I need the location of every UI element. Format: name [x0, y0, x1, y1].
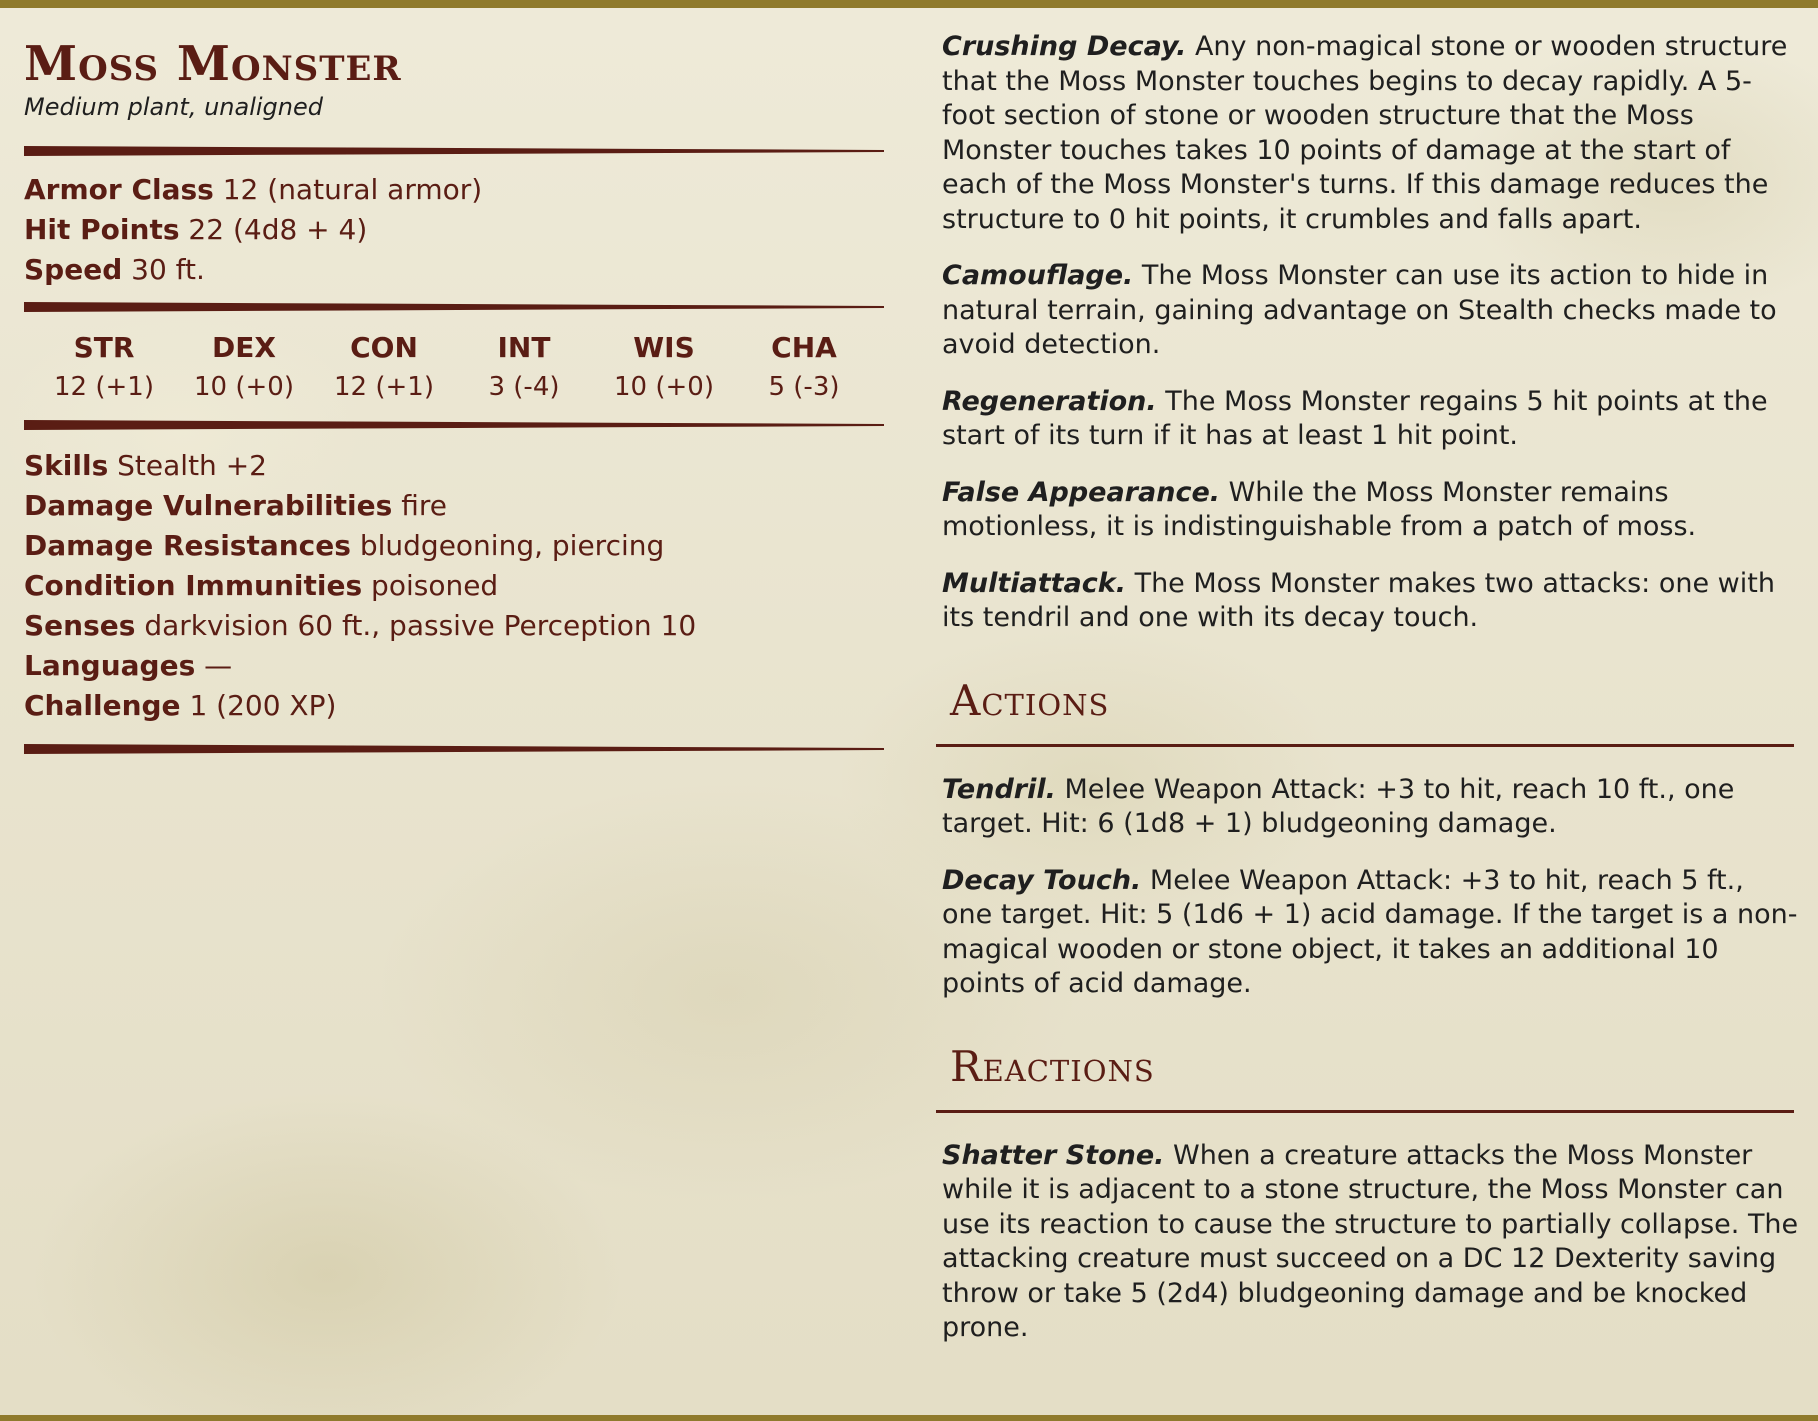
challenge-label: Challenge — [24, 689, 181, 722]
senses-value: darkvision 60 ft., passive Perception 10 — [144, 609, 697, 642]
trait-crushing-decay — [942, 30, 1802, 237]
action-text: Melee Weapon Attack: +3 to hit, reach 5 ft., one target. Hit: 5 (1d6 + 1) acid damage. If the target is a non-magical wooden or stone object, it takes an additional 10 points of acid damage. — [942, 864, 1798, 999]
armor-class-value: 12 (natural armor) — [222, 173, 483, 206]
ability-key: WIS — [633, 331, 695, 364]
monster-type: Medium plant, unaligned — [24, 93, 323, 121]
stat-block-left-column — [24, 30, 884, 754]
ability-scores — [24, 328, 874, 406]
senses-line — [24, 606, 884, 646]
reactions-heading: Reactions — [950, 1041, 1155, 1091]
trait-multiattack — [942, 567, 1802, 636]
resistances-line — [24, 526, 884, 566]
trait-text: While the Moss Monster remains motionless, it is indistinguishable from a patch of moss. — [942, 476, 1697, 542]
stat-block-right-column — [942, 30, 1802, 1368]
challenge-line — [24, 686, 884, 726]
reaction-text: When a creature attacks the Moss Monster while it is adjacent to a stone structure, the Moss Monster can use its reaction to cause the structure to partially collapse. The attacking creature must succeed on a DC 12 Dexterity saving throw or take 5 (2d4) bludgeoning damage and be knocked prone. — [942, 1139, 1799, 1343]
monster-name: Moss Monster — [24, 36, 402, 92]
action-name: Decay Touch. — [942, 864, 1142, 896]
ability-value: 3 (-4) — [488, 372, 560, 402]
vulnerabilities-value: fire — [401, 489, 447, 522]
ability-str — [34, 328, 174, 406]
reactions-section — [942, 1042, 1802, 1346]
details-block — [24, 446, 884, 726]
actions-section — [942, 676, 1802, 1002]
ability-dex — [174, 328, 314, 406]
challenge-value: 1 (200 XP) — [189, 689, 337, 722]
trait-false-appearance — [942, 476, 1802, 545]
ability-value: 12 (+1) — [54, 372, 154, 402]
speed-line — [24, 250, 884, 290]
action-tendril — [942, 773, 1802, 842]
languages-value: — — [204, 649, 233, 682]
divider — [24, 302, 884, 312]
trait-text: Any non-magical stone or wooden structure that the Moss Monster touches begins to decay rapidly. A 5-foot section of stone or wooden structure that the Moss Monster touches takes 10 points of damage at the start of each of the Moss Monster's turns. If this damage reduces the structure to 0 hit points, it crumbles and falls apart. — [942, 31, 1788, 235]
ability-value: 10 (+0) — [194, 372, 294, 402]
trait-name: False Appearance. — [942, 476, 1221, 508]
action-name: Tendril. — [942, 773, 1056, 805]
armor-class-line — [24, 170, 884, 210]
languages-line — [24, 646, 884, 686]
ability-key: DEX — [212, 331, 276, 364]
ability-key: CHA — [771, 331, 837, 364]
ability-con — [314, 328, 454, 406]
skills-line — [24, 446, 884, 486]
divider — [24, 420, 884, 430]
ability-int — [454, 328, 594, 406]
trait-name: Regeneration. — [942, 385, 1157, 417]
condition-immunities-label: Condition Immunities — [24, 569, 363, 602]
reaction-name: Shatter Stone. — [942, 1139, 1165, 1171]
ability-key: CON — [350, 331, 418, 364]
ability-cha — [734, 328, 874, 406]
languages-label: Languages — [24, 649, 196, 682]
speed-value: 30 ft. — [131, 253, 205, 286]
ability-value: 12 (+1) — [334, 372, 434, 402]
vulnerabilities-line — [24, 486, 884, 526]
trait-camouflage — [942, 259, 1802, 363]
vulnerabilities-label: Damage Vulnerabilities — [24, 489, 393, 522]
action-decay-touch — [942, 864, 1802, 1002]
ability-key: INT — [497, 331, 551, 364]
trait-text: The Moss Monster makes two attacks: one with its tendril and one with its decay touch. — [942, 567, 1775, 633]
trait-name: Multiattack. — [942, 567, 1126, 599]
resistances-label: Damage Resistances — [24, 529, 351, 562]
hit-points-line — [24, 210, 884, 250]
reactions-rule — [936, 1110, 1794, 1113]
trait-regeneration — [942, 385, 1802, 454]
actions-heading: Actions — [950, 675, 1110, 725]
ability-wis — [594, 328, 734, 406]
hit-points-label: Hit Points — [24, 213, 180, 246]
trait-text: The Moss Monster can use its action to hide in natural terrain, gaining advantage on Stealth checks made to avoid detection. — [942, 260, 1777, 360]
divider — [24, 146, 884, 156]
ability-value: 10 (+0) — [614, 372, 714, 402]
condition-immunities-value: poisoned — [371, 569, 499, 602]
armor-class-label: Armor Class — [24, 173, 214, 206]
trait-name: Camouflage. — [942, 260, 1134, 291]
divider — [24, 744, 884, 754]
speed-label: Speed — [24, 253, 123, 286]
senses-label: Senses — [24, 609, 136, 642]
trait-name: Crushing Decay. — [942, 31, 1187, 62]
hit-points-value: 22 (4d8 + 4) — [188, 213, 368, 246]
ability-value: 5 (-3) — [768, 372, 840, 402]
reaction-shatter-stone — [942, 1139, 1802, 1346]
condition-immunities-line — [24, 566, 884, 606]
action-text: Melee Weapon Attack: +3 to hit, reach 10 ft., one target. Hit: 6 (1d8 + 1) bludgeoning damage. — [942, 773, 1735, 839]
actions-rule — [936, 744, 1794, 747]
trait-text: The Moss Monster regains 5 hit points at the start of its turn if it has at least 1 hit point. — [942, 385, 1768, 451]
resistances-value: bludgeoning, piercing — [359, 529, 665, 562]
skills-value: Stealth +2 — [117, 449, 267, 482]
skills-label: Skills — [24, 449, 109, 482]
ability-key: STR — [73, 331, 135, 364]
